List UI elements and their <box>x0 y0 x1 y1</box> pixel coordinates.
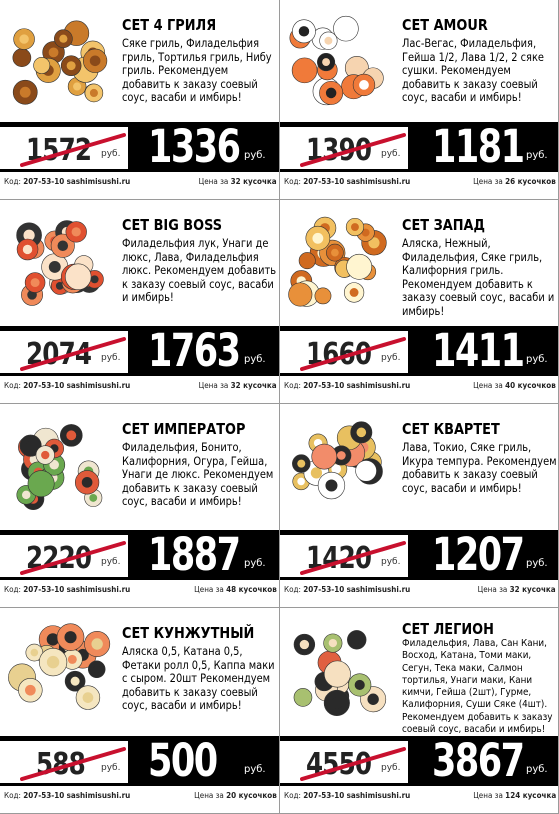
old-price-currency: руб. <box>101 353 121 363</box>
card-footer <box>0 582 279 596</box>
old-price-box <box>280 331 408 373</box>
old-price-box <box>0 331 128 373</box>
strike-line <box>20 131 126 167</box>
set-title: СЕТ AMOUR <box>402 16 488 34</box>
sushi-set-photo <box>286 208 392 312</box>
price-bar <box>0 736 279 786</box>
set-card-2[interactable] <box>280 0 559 200</box>
card-footer <box>280 378 558 392</box>
set-description: Лас-Вегас, Филадельфия, Гейша 1/2, Лава 1/2, 2 сяке сушки. Рекомендуем добавить к заказу соевый соус, васаби и имбирь! <box>402 37 544 105</box>
set-description: Филадельфия, Лава, Сан Кани, Восход, Катана, Томи маки, Сегун, Тека маки, Салмон тортилья, Унаги маки, Кани кимчи, Гейша (2шт), Гурме, Калифорния, Суши Сяке (4шт). Рекомендуем добавить к заказу соевый соус, васаби и имбирь! <box>402 638 553 736</box>
new-price: 1763 <box>148 324 240 377</box>
order-code: Код: 207-53-10 sashimisushi.ru <box>284 791 411 800</box>
sushi-set-photo <box>6 412 112 516</box>
set-card-4[interactable] <box>280 200 559 404</box>
old-price-currency: руб. <box>381 149 401 159</box>
old-price: 588 <box>36 747 85 782</box>
card-footer <box>0 788 279 802</box>
new-price-currency: руб. <box>526 764 548 775</box>
new-price: 500 <box>148 734 217 787</box>
new-price: 3867 <box>432 734 524 787</box>
sushi-icon <box>286 412 392 516</box>
set-description: Филадельфия лук, Унаги де люкс, Лава, Филадельфия люкс. Рекомендуем добавить к заказу соевый соус, васаби и имбирь! <box>122 237 277 305</box>
new-price-currency: руб. <box>244 558 266 569</box>
sushi-set-photo <box>286 412 392 516</box>
strike-line <box>20 335 126 371</box>
old-price-currency: руб. <box>381 763 401 773</box>
sushi-icon <box>6 412 112 516</box>
sushi-set-photo <box>286 8 392 112</box>
new-price-currency: руб. <box>526 354 548 365</box>
price-bar <box>0 326 279 376</box>
old-price-box <box>0 127 128 169</box>
set-card-8[interactable] <box>280 608 559 814</box>
old-price: 2074 <box>26 337 92 372</box>
strike-line <box>300 539 406 575</box>
set-title: СЕТ КУНЖУТНЫЙ <box>122 624 255 642</box>
sushi-icon <box>286 208 392 312</box>
old-price-box <box>0 535 128 577</box>
set-title: СЕТ ИМПЕРАТОР <box>122 420 246 438</box>
strike-line <box>20 745 126 781</box>
price-bar <box>0 122 279 172</box>
old-price: 1660 <box>306 337 372 372</box>
new-price-currency: руб. <box>244 354 266 365</box>
order-code: Код: 207-53-10 sashimisushi.ru <box>4 585 131 594</box>
old-price-box <box>0 741 128 783</box>
new-price-currency: руб. <box>244 764 266 775</box>
sushi-set-photo <box>6 208 112 312</box>
set-title: СЕТ КВАРТЕТ <box>402 420 500 438</box>
strike-line <box>300 131 406 167</box>
order-code: Код: 207-53-10 sashimisushi.ru <box>284 177 411 186</box>
piece-count: Цена за 32 кусочка <box>199 381 277 390</box>
old-price: 4550 <box>306 747 372 782</box>
old-price: 1420 <box>306 541 372 576</box>
old-price-box <box>280 535 408 577</box>
set-description: Сяке гриль, Филадельфия гриль, Тортилья гриль, Нибу гриль. Рекомендуем добавить к заказу соевый соус, васаби и имбирь! <box>122 37 272 105</box>
old-price-currency: руб. <box>381 557 401 567</box>
strike-line <box>20 539 126 575</box>
old-price-currency: руб. <box>101 557 121 567</box>
old-price: 2220 <box>26 541 92 576</box>
piece-count: Цена за 48 кусочков <box>194 585 277 594</box>
set-description: Лава, Токио, Сяке гриль, Икура темпура. Рекомендуем добавить к заказу соевый соус, васаби и имбирь! <box>402 441 557 495</box>
price-bar <box>280 326 558 376</box>
order-code: Код: 207-53-10 sashimisushi.ru <box>284 585 411 594</box>
old-price-currency: руб. <box>101 149 121 159</box>
card-footer <box>0 378 279 392</box>
set-title: СЕТ BIG BOSS <box>122 216 223 234</box>
card-footer <box>280 174 558 188</box>
piece-count: Цена за 40 кусочков <box>473 381 556 390</box>
sushi-icon <box>6 208 112 312</box>
set-description: Филадельфия, Бонито, Калифорния, Огура, Гейша, Унаги де люкс. Рекомендуем добавить к заказу соевый соус, васаби и имбирь! <box>122 441 274 509</box>
sushi-icon <box>286 616 392 720</box>
set-title: СЕТ ЛЕГИОН <box>402 620 494 638</box>
strike-line <box>300 745 406 781</box>
sushi-set-photo <box>286 616 392 720</box>
old-price-currency: руб. <box>101 763 121 773</box>
new-price: 1336 <box>148 120 240 173</box>
card-footer <box>0 174 279 188</box>
price-bar <box>280 122 558 172</box>
new-price: 1411 <box>432 324 524 377</box>
old-price: 1390 <box>306 133 372 168</box>
set-card-6[interactable] <box>280 404 559 608</box>
new-price: 1887 <box>148 528 240 581</box>
order-code: Код: 207-53-10 sashimisushi.ru <box>4 177 131 186</box>
set-card-5[interactable] <box>0 404 280 608</box>
old-price-box <box>280 741 408 783</box>
sushi-set-photo <box>6 8 112 112</box>
new-price-currency: руб. <box>526 558 548 569</box>
sushi-set-photo <box>6 616 112 720</box>
piece-count: Цена за 32 кусочка <box>478 585 556 594</box>
set-title: СЕТ ЗАПАД <box>402 216 485 234</box>
sushi-icon <box>6 8 112 112</box>
set-card-7[interactable] <box>0 608 280 814</box>
piece-count: Цена за 124 кусочка <box>473 791 556 800</box>
new-price: 1207 <box>432 528 524 581</box>
order-code: Код: 207-53-10 sashimisushi.ru <box>4 381 131 390</box>
sushi-icon <box>286 8 392 112</box>
set-card-3[interactable] <box>0 200 280 404</box>
card-footer <box>280 582 558 596</box>
piece-count: Цена за 32 кусочка <box>199 177 277 186</box>
old-price-currency: руб. <box>381 353 401 363</box>
price-bar <box>280 736 558 786</box>
price-bar <box>0 530 279 580</box>
old-price: 1572 <box>26 133 92 168</box>
new-price-currency: руб. <box>526 150 548 161</box>
new-price-currency: руб. <box>244 150 266 161</box>
set-card-1[interactable] <box>0 0 280 200</box>
price-bar <box>280 530 558 580</box>
piece-count: Цена за 20 кусочков <box>194 791 277 800</box>
set-description: Аляска 0,5, Катана 0,5, Фетаки ролл 0,5, Каппа маки с сыром. 20шт Рекомендуем добавить к заказу соевый соус, васаби и имбирь! <box>122 645 275 713</box>
piece-count: Цена за 26 кусочков <box>473 177 556 186</box>
new-price: 1181 <box>432 120 524 173</box>
sushi-icon <box>6 616 112 720</box>
set-description: Аляска, Нежный, Филадельфия, Сяке гриль, Калифорния гриль. Рекомендуем добавить к заказу соевый соус, васаби и имбирь! <box>402 237 555 318</box>
card-footer <box>280 788 558 802</box>
strike-line <box>300 335 406 371</box>
old-price-box <box>280 127 408 169</box>
order-code: Код: 207-53-10 sashimisushi.ru <box>4 791 131 800</box>
set-title: СЕТ 4 ГРИЛЯ <box>122 16 217 34</box>
order-code: Код: 207-53-10 sashimisushi.ru <box>284 381 411 390</box>
